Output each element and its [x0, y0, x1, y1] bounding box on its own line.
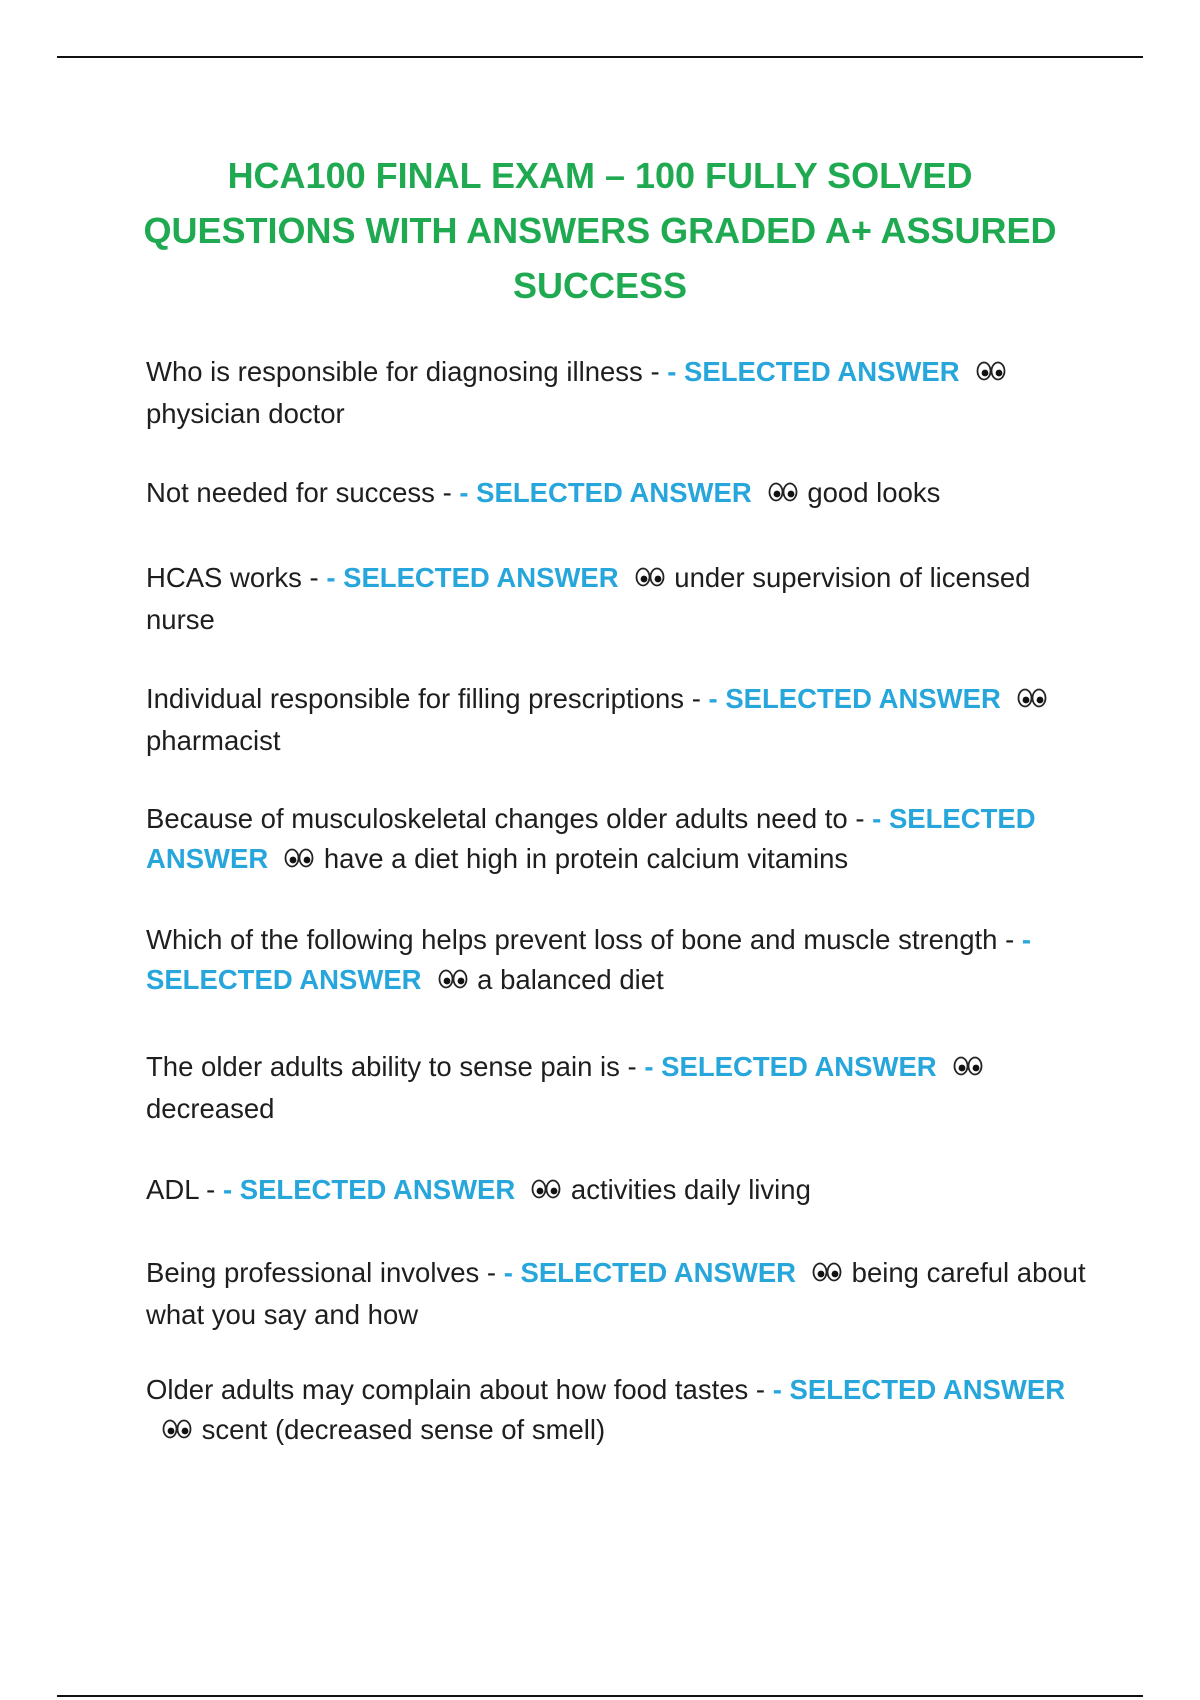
question-text: Which of the following helps prevent loss of bone and muscle strength — [146, 924, 998, 955]
separator: - — [309, 562, 327, 593]
selected-answer-label: - SELECTED ANSWER — [326, 562, 619, 593]
selected-answer-label: - SELECTED ANSWER — [503, 1257, 797, 1288]
eyes-icon — [812, 1253, 842, 1293]
eyes-icon — [531, 1170, 561, 1210]
answer-text: decreased — [146, 1092, 275, 1124]
qa-item — [146, 1047, 1094, 1129]
question-text: Who is responsible for diagnosing illness — [146, 356, 643, 387]
document-title: HCA100 FINAL EXAM – 100 FULLY SOLVED QUESTIONS WITH ANSWERS GRADED A+ ASSURED SUCCESS — [143, 155, 1057, 306]
answer-text: physician doctor — [146, 397, 345, 429]
question-text: Because of musculoskeletal changes older adults need to — [146, 803, 848, 834]
selected-answer-label: - SELECTED ANSWER — [708, 683, 1001, 714]
question-text: Not needed for success — [146, 477, 435, 508]
selected-answer-label: - SELECTED ANSWER — [146, 803, 1036, 874]
separator: - — [206, 1174, 223, 1205]
answer-text: scent (decreased sense of smell) — [201, 1414, 606, 1445]
answer-text: under supervision of licensed nurse — [146, 562, 1031, 635]
qa-item — [146, 1370, 1094, 1452]
selected-answer-label: - SELECTED ANSWER — [146, 924, 1032, 995]
separator: - — [627, 1051, 645, 1082]
qa-item — [146, 352, 1094, 434]
bottom-rule — [57, 1695, 1143, 1697]
eyes-icon — [976, 352, 1006, 392]
question-text: HCAS works — [146, 562, 302, 593]
answer-text: activities daily living — [570, 1174, 811, 1205]
qa-item — [146, 1253, 1094, 1335]
separator: - — [486, 1257, 504, 1288]
selected-answer-label: - SELECTED ANSWER — [222, 1174, 516, 1205]
question-text: Being professional involves — [146, 1257, 480, 1288]
qa-item — [146, 679, 1094, 761]
question-text: Older adults may complain about how food tastes — [146, 1374, 749, 1405]
eyes-icon — [953, 1047, 983, 1087]
selected-answer-label: - SELECTED ANSWER — [772, 1374, 1066, 1405]
eyes-icon — [768, 473, 798, 513]
answer-text: a balanced diet — [477, 964, 664, 995]
question-text: ADL — [146, 1174, 199, 1205]
eyes-icon — [1017, 679, 1047, 719]
top-rule — [57, 56, 1143, 58]
qa-item — [146, 920, 1094, 1002]
selected-answer-label: - SELECTED ANSWER — [459, 477, 752, 508]
qa-item — [146, 799, 1094, 881]
question-text: Individual responsible for filling prescriptions — [146, 683, 685, 714]
separator: - — [855, 803, 873, 834]
answer-text: being careful about what you say and how — [146, 1257, 1086, 1330]
separator: - — [650, 356, 668, 387]
qa-item — [146, 473, 1094, 515]
answer-text: pharmacist — [146, 724, 281, 756]
qa-item — [146, 558, 1094, 640]
separator: - — [691, 683, 709, 714]
question-text: The older adults ability to sense pain is — [146, 1051, 620, 1082]
qa-item — [146, 1170, 1094, 1212]
eyes-icon — [635, 558, 665, 598]
separator: - — [1005, 924, 1022, 955]
answer-text: good looks — [807, 477, 941, 508]
eyes-icon — [162, 1410, 192, 1450]
separator: - — [755, 1374, 773, 1405]
answer-text: have a diet high in protein calcium vitamins — [323, 843, 849, 874]
eyes-icon — [438, 960, 468, 1000]
selected-answer-label: - SELECTED ANSWER — [644, 1051, 937, 1082]
selected-answer-label: - SELECTED ANSWER — [667, 356, 960, 387]
eyes-icon — [284, 839, 314, 879]
separator: - — [442, 477, 460, 508]
